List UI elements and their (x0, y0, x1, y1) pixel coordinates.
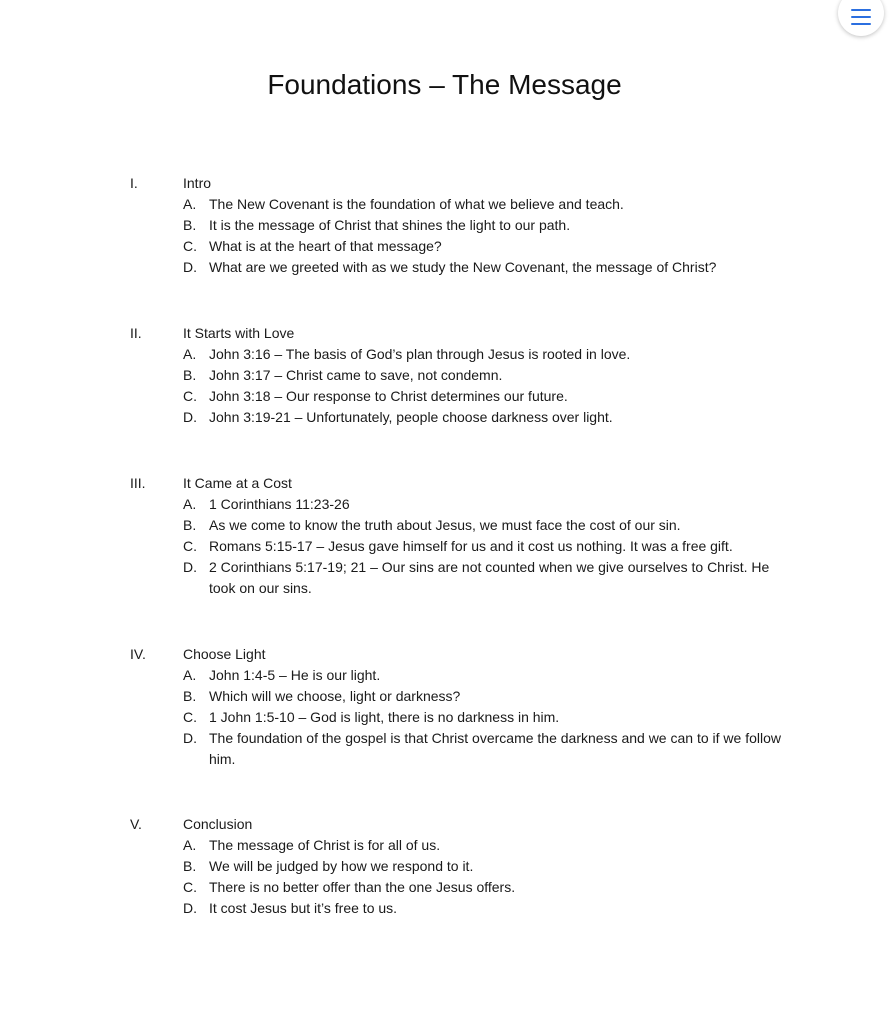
item-letter: C. (183, 238, 197, 254)
section-heading: Conclusion (183, 816, 253, 832)
item-letter: D. (183, 409, 197, 425)
item-letter: B. (183, 858, 197, 874)
list-item (183, 877, 783, 898)
item-letter: C. (183, 388, 197, 404)
item-text: The message of Christ is for all of us. (209, 837, 441, 853)
menu-button[interactable] (838, 0, 884, 36)
section-items (183, 835, 783, 919)
list-item (183, 515, 783, 536)
item-text: The New Covenant is the foundation of what we believe and teach. (209, 196, 624, 212)
item-text: It is the message of Christ that shines the light to our path. (209, 217, 571, 233)
section-items (183, 194, 783, 278)
item-letter: A. (183, 837, 197, 853)
item-text: 1 Corinthians 11:23-26 (209, 496, 350, 512)
item-text: What are we greeted with as we study the New Covenant, the message of Christ? (209, 259, 717, 275)
item-letter: A. (183, 196, 197, 212)
section-items (183, 494, 783, 599)
list-item (183, 236, 783, 257)
item-text: What is at the heart of that message? (209, 238, 442, 254)
list-item (183, 898, 783, 919)
item-text: John 3:17 – Christ came to save, not condemn. (209, 367, 503, 383)
item-letter: A. (183, 346, 197, 362)
section-items (183, 344, 783, 428)
hamburger-menu-icon (851, 9, 871, 25)
item-letter: B. (183, 367, 197, 383)
page-title: Foundations – The Message (267, 69, 622, 100)
item-letter: D. (183, 559, 197, 575)
list-item (183, 707, 783, 728)
list-item (183, 835, 783, 856)
list-item (183, 386, 783, 407)
item-text: It cost Jesus but it’s free to us. (209, 900, 398, 916)
item-letter: A. (183, 667, 197, 683)
item-letter: B. (183, 688, 197, 704)
item-text: John 3:16 – The basis of God’s plan through Jesus is rooted in love. (209, 346, 631, 362)
list-item (183, 407, 783, 428)
section-heading: It Starts with Love (183, 325, 295, 341)
item-letter: A. (183, 496, 197, 512)
item-text: 1 John 1:5-10 – God is light, there is no darkness in him. (209, 709, 560, 725)
item-letter: C. (183, 538, 197, 554)
item-letter: C. (183, 879, 197, 895)
item-letter: D. (183, 730, 197, 746)
list-item (183, 536, 783, 557)
list-item (183, 365, 783, 386)
item-text: As we come to know the truth about Jesus, we must face the cost of our sin. (209, 517, 681, 533)
item-text: 2 Corinthians 5:17-19; 21 – Our sins are not counted when we give ourselves to Christ. He took on our sins. (209, 559, 770, 596)
item-text: We will be judged by how we respond to it. (209, 858, 474, 874)
item-text: John 3:19-21 – Unfortunately, people choose darkness over light. (209, 409, 613, 425)
list-item (183, 728, 783, 770)
item-letter: B. (183, 217, 197, 233)
section-numeral: II. (130, 325, 142, 341)
list-item (183, 215, 783, 236)
section-numeral: III. (130, 475, 146, 491)
item-text: Romans 5:15-17 – Jesus gave himself for us and it cost us nothing. It was a free gift. (209, 538, 733, 554)
section-heading: It Came at a Cost (183, 475, 292, 491)
item-letter: C. (183, 709, 197, 725)
section-numeral: V. (130, 816, 142, 832)
list-item (183, 557, 783, 599)
item-letter: B. (183, 517, 197, 533)
item-text: There is no better offer than the one Jesus offers. (209, 879, 516, 895)
list-item (183, 257, 783, 278)
section-items (183, 665, 783, 770)
section-heading: Choose Light (183, 646, 266, 662)
item-text: The foundation of the gospel is that Christ overcame the darkness and we can to if we follow him. (209, 730, 781, 767)
item-text: Which will we choose, light or darkness? (209, 688, 461, 704)
list-item (183, 494, 783, 515)
item-letter: D. (183, 900, 197, 916)
section-numeral: IV. (130, 646, 146, 662)
list-item (183, 194, 783, 215)
section-heading: Intro (183, 175, 212, 191)
item-text: John 1:4-5 – He is our light. (209, 667, 381, 683)
list-item (183, 665, 783, 686)
section-numeral: I. (130, 175, 138, 191)
item-text: John 3:18 – Our response to Christ determines our future. (209, 388, 568, 404)
list-item (183, 344, 783, 365)
list-item (183, 856, 783, 877)
list-item (183, 686, 783, 707)
item-letter: D. (183, 259, 197, 275)
